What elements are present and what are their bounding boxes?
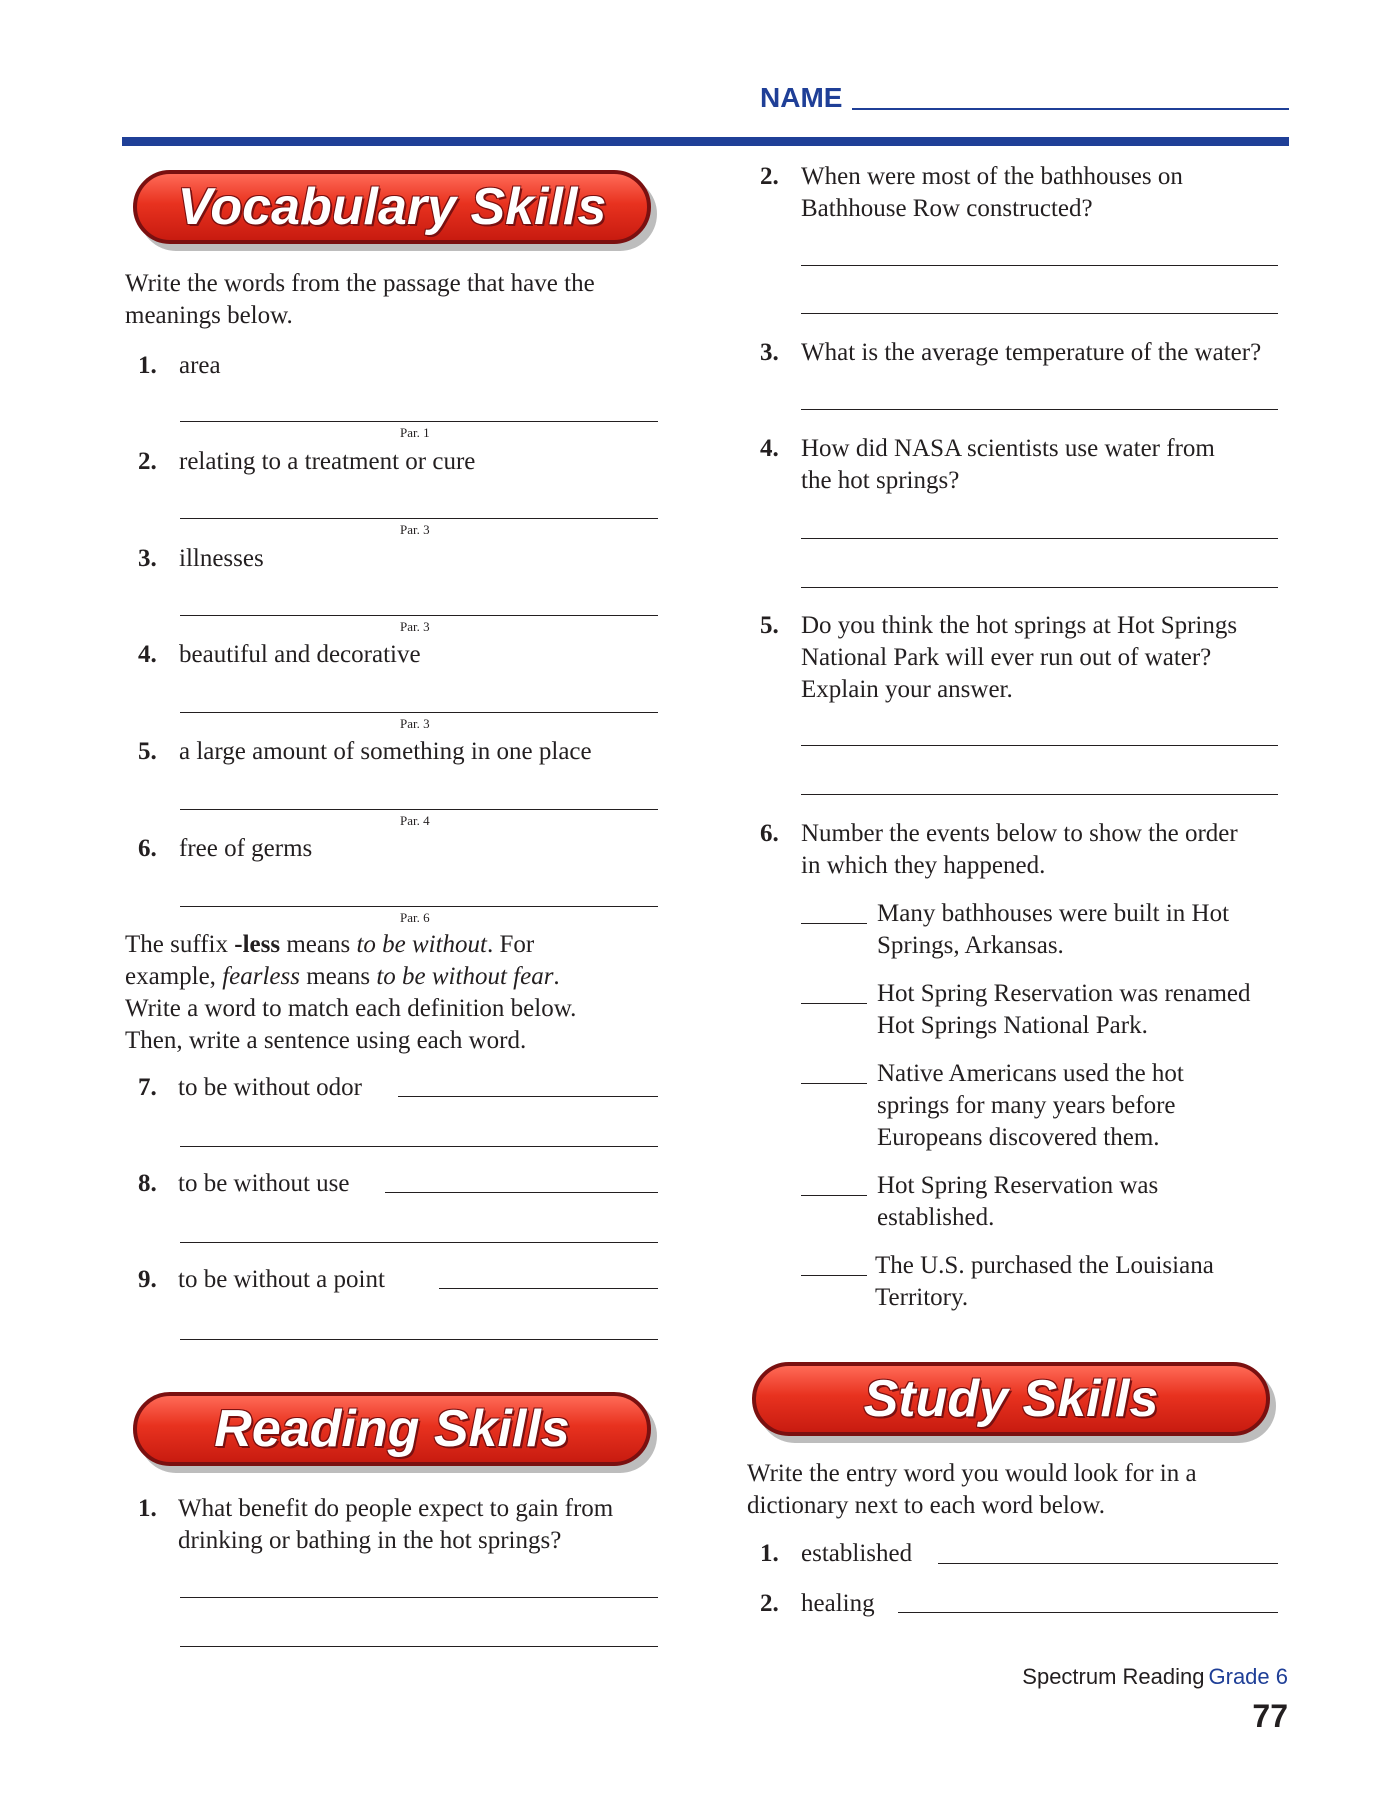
study-skills-banner <box>752 1362 1270 1436</box>
paragraph-ref: Par. 3 <box>400 716 430 731</box>
paragraph-ref: Par. 4 <box>400 813 430 828</box>
word-line[interactable] <box>385 1192 658 1193</box>
footer-series: Spectrum Reading <box>1022 1664 1205 1689</box>
answer-line[interactable] <box>180 615 658 616</box>
study-intro: Write the entry word you would look for in a dictionary next to each word below. <box>747 1460 1197 1519</box>
order-blank[interactable] <box>801 1083 867 1084</box>
event-text: Many bathhouses were built in Hot Springs, Arkansas. <box>877 900 1230 959</box>
answer-line[interactable] <box>180 712 658 713</box>
vocabulary-skills-title: Vocabulary Skills <box>177 178 607 236</box>
vocab-item-text: relating to a treatment or cure <box>179 448 476 475</box>
paragraph-ref: Par. 1 <box>400 425 430 440</box>
answer-line[interactable] <box>801 313 1278 314</box>
answer-line[interactable] <box>801 794 1278 795</box>
suffix-item-text: to be without a point <box>178 1266 385 1293</box>
answer-line[interactable] <box>801 745 1278 746</box>
vocab-intro: Write the words from the passage that have the meanings below. <box>125 270 595 329</box>
question-text: How did NASA scientists use water from the hot springs? <box>801 435 1215 494</box>
answer-line[interactable] <box>180 809 658 810</box>
vocab-item-text: area <box>179 352 221 379</box>
paragraph-ref: Par. 3 <box>400 522 430 537</box>
answer-line[interactable] <box>801 265 1278 266</box>
header-rule <box>122 137 1289 146</box>
entry-word-line[interactable] <box>938 1563 1278 1564</box>
footer-grade: Grade 6 <box>1208 1664 1288 1689</box>
name-label: NAME <box>760 82 843 113</box>
word-line[interactable] <box>439 1288 658 1289</box>
study-skills-title: Study Skills <box>863 1370 1159 1428</box>
name-field[interactable] <box>852 108 1289 110</box>
entry-word-line[interactable] <box>898 1612 1278 1613</box>
suffix-item-text: to be without use <box>178 1170 350 1197</box>
study-item-text: healing <box>801 1590 875 1617</box>
paragraph-ref: Par. 6 <box>400 910 430 925</box>
sentence-line[interactable] <box>180 1146 658 1147</box>
answer-line[interactable] <box>801 587 1278 588</box>
page-number: 77 <box>1252 1698 1288 1734</box>
order-blank[interactable] <box>801 1003 867 1004</box>
answer-line[interactable] <box>801 538 1278 539</box>
question-text: Do you think the hot springs at Hot Springs National Park will ever run out of water? Explain your answer. <box>801 612 1238 703</box>
answer-line[interactable] <box>180 1646 658 1647</box>
question-text: Number the events below to show the order in which they happened. <box>801 820 1238 879</box>
footer-series-line <box>1022 1664 1288 1690</box>
event-text: Hot Spring Reservation was renamed Hot Springs National Park. <box>877 980 1251 1039</box>
question-text: What benefit do people expect to gain from drinking or bathing in the hot springs? <box>178 1495 614 1554</box>
order-blank[interactable] <box>801 1195 867 1196</box>
event-text: Hot Spring Reservation was established. <box>877 1172 1159 1231</box>
question-text: When were most of the bathhouses on Bathhouse Row constructed? <box>801 163 1183 222</box>
order-blank[interactable] <box>801 923 867 924</box>
answer-line[interactable] <box>180 906 658 907</box>
answer-line[interactable] <box>180 518 658 519</box>
study-item-text: established <box>801 1540 913 1567</box>
reading-skills-banner <box>133 1392 651 1466</box>
reading-skills-title: Reading Skills <box>214 1400 570 1458</box>
answer-line[interactable] <box>180 421 658 422</box>
event-text: Native Americans used the hot springs for many years before Europeans discovered them. <box>877 1060 1184 1151</box>
answer-line[interactable] <box>801 409 1278 410</box>
word-line[interactable] <box>398 1096 658 1097</box>
suffix-item-text: to be without odor <box>178 1074 363 1101</box>
vocab-item-text: illnesses <box>179 545 264 572</box>
event-text: The U.S. purchased the Louisiana Territory. <box>875 1252 1214 1311</box>
sentence-line[interactable] <box>180 1242 658 1243</box>
sentence-line[interactable] <box>180 1339 658 1340</box>
vocabulary-skills-banner <box>133 170 651 244</box>
order-blank[interactable] <box>801 1275 867 1276</box>
answer-line[interactable] <box>180 1597 658 1598</box>
vocab-item-text: free of germs <box>179 835 313 862</box>
suffix-intro: The suffix -less means to be without. For example, fearless means to be without fear. Write a word to match each definition below. Then, write a sentence using each word. <box>125 931 577 1054</box>
paragraph-ref: Par. 3 <box>400 619 430 634</box>
question-text: What is the average temperature of the water? <box>801 339 1262 366</box>
vocab-item-text: a large amount of something in one place <box>179 738 592 765</box>
vocab-item-text: beautiful and decorative <box>179 641 421 668</box>
